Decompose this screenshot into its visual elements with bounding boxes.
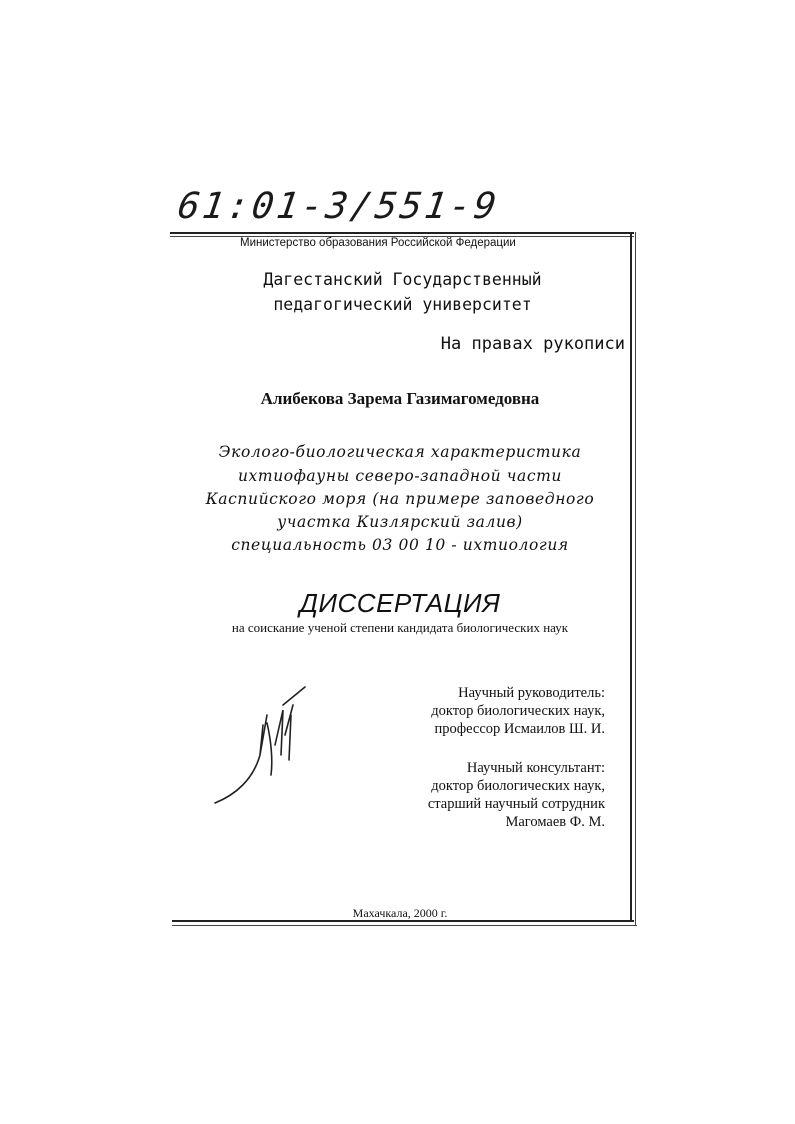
topic-line: Каспийского моря (на примере заповедного (205, 490, 595, 508)
document-type-heading: ДИССЕРТАЦИЯ (299, 588, 501, 618)
frame-right-outer-line (635, 232, 636, 926)
frame-top-line (170, 232, 634, 234)
place-and-year: Махачкала, 2000 г. (352, 906, 448, 920)
frame-bottom-outer-line (172, 925, 637, 926)
handwritten-catalogue-number: 61:01-3/551-9 (175, 186, 502, 227)
consultant-degree: доктор биологических наук, (431, 778, 605, 794)
specialty-line: специальность 03 00 10 - ихтиология (231, 536, 569, 554)
consultant-name: Магомаев Ф. М. (505, 814, 605, 830)
author-name: Алибекова Зарема Газимагомедовна (260, 389, 540, 408)
degree-line: на соискание ученой степени кандидата биологических наук (231, 620, 569, 635)
supervisor-role: Научный руководитель: (458, 685, 605, 701)
supervisor-degree: доктор биологических наук, (431, 703, 605, 719)
topic-line: Эколого-биологическая характеристика (218, 443, 582, 461)
handwritten-signature (205, 685, 315, 810)
consultant-title: старший научный сотрудник (427, 796, 605, 812)
topic-line: участка Кизлярский залив) (277, 513, 523, 531)
consultant-role: Научный консультант: (466, 760, 605, 776)
frame-right-line (630, 232, 632, 922)
manuscript-rights-note: На правах рукописи (440, 334, 625, 354)
ministry-header: Министерство образования Российской Федерации (240, 237, 516, 249)
university-name-line-1: Дагестанский Государственный (263, 270, 542, 289)
topic-line: ихтиофауны северо-западной части (237, 467, 563, 485)
university-name-line-2: педагогический университет (273, 295, 532, 314)
supervisor-name: профессор Исмаилов Ш. И. (434, 721, 605, 737)
